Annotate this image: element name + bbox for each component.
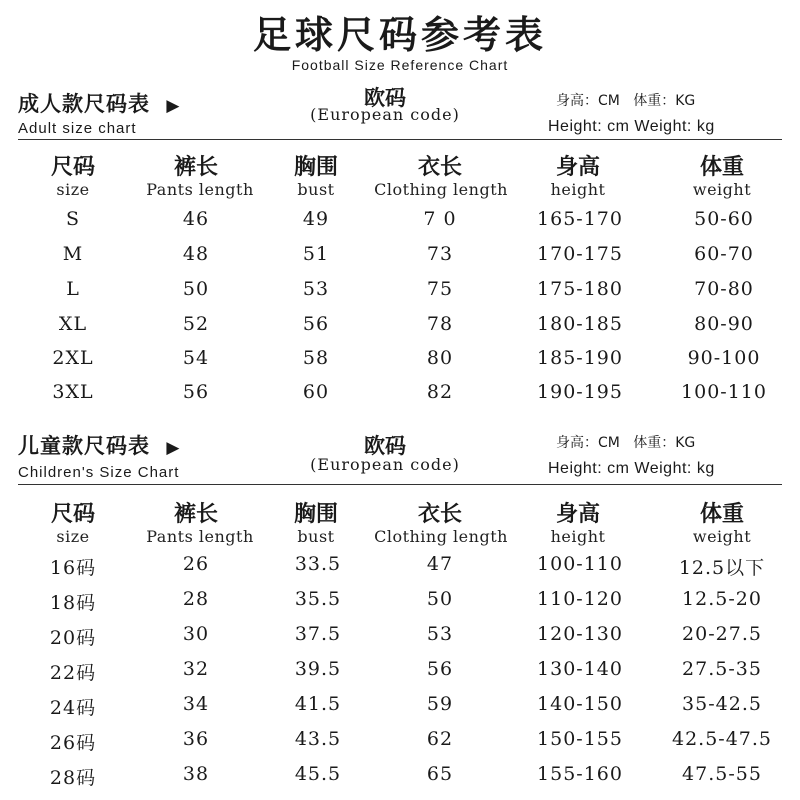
cell-clothing: 65 [426,763,454,785]
adult-section-title-text: 成人款尺码表 [18,92,150,116]
cell-size: 3XL [52,381,94,403]
european-code-sub: (European code) [310,105,460,124]
cell-bust: 45.5 [294,763,342,785]
cell-pants: 52 [182,313,210,335]
col-header-height-en: height [550,180,606,199]
col-header-clothing-en: Clothing length [374,180,508,199]
units-en: Height: cm Weight: kg [548,118,715,135]
col-header-bust: 胸围 [293,502,339,527]
cell-weight: 20-27.5 [682,623,762,645]
section-divider [18,139,782,140]
cell-bust: 51 [302,243,330,265]
cell-weight: 12.5以下 [678,557,766,579]
cell-height: 100-110 [537,553,623,575]
cell-clothing: 82 [426,381,454,403]
cell-clothing: 7 0 [423,208,457,230]
cell-clothing: 73 [426,243,454,265]
cell-size: 26码 [49,732,97,754]
cell-size: 24码 [49,697,97,719]
cell-bust: 56 [302,313,330,335]
cell-size: 16码 [49,557,97,579]
cell-clothing: 47 [426,553,454,575]
cell-weight: 12.5-20 [682,588,762,610]
cell-clothing: 50 [426,588,454,610]
cell-clothing: 59 [426,693,454,715]
cell-size: 2XL [52,347,94,369]
cell-clothing: 53 [426,623,454,645]
col-header-bust-en: bust [297,180,335,199]
arrow-right-icon: ▶ [166,438,181,458]
cell-clothing: 78 [426,313,454,335]
cell-weight: 80-90 [694,313,754,335]
arrow-right-icon: ▶ [166,96,181,116]
col-header-pants: 裤长 [173,502,219,527]
cell-bust: 35.5 [294,588,342,610]
col-header-pants-en: Pants length [146,180,254,199]
cell-pants: 56 [182,381,210,403]
col-header-clothing: 衣长 [417,502,463,527]
cell-size: 22码 [49,662,97,684]
units-en: Height: cm Weight: kg [548,460,715,477]
european-code-label: 欧码 [364,86,406,110]
cell-bust: 49 [302,208,330,230]
cell-height: 165-170 [537,208,623,230]
col-header-clothing: 衣长 [417,155,463,180]
cell-clothing: 75 [426,278,454,300]
cell-bust: 60 [302,381,330,403]
cell-height: 190-195 [537,381,623,403]
col-header-pants: 裤长 [173,155,219,180]
cell-bust: 41.5 [294,693,342,715]
cell-clothing: 62 [426,728,454,750]
cell-height: 170-175 [537,243,623,265]
cell-pants: 32 [182,658,210,680]
cell-bust: 37.5 [294,623,342,645]
cell-weight: 42.5-47.5 [671,728,773,750]
cell-pants: 28 [182,588,210,610]
units-cn: 身高：CM 体重：KG [556,93,696,109]
cell-size: 28码 [49,767,97,789]
cell-pants: 36 [182,728,210,750]
cell-weight: 50-60 [694,208,754,230]
col-header-height: 身高 [555,155,601,180]
cell-height: 130-140 [537,658,623,680]
units-cn: 身高：CM 体重：KG [556,435,696,451]
children-section-title-en: Children's Size Chart [18,464,180,481]
col-header-clothing-en: Clothing length [374,527,508,546]
col-header-weight: 体重 [699,502,745,527]
col-header-bust: 胸围 [293,155,339,180]
children-section-title [18,430,180,460]
col-header-size: 尺码 [50,502,96,527]
cell-height: 150-155 [537,728,623,750]
cell-weight: 47.5-55 [682,763,762,785]
col-header-size-en: size [56,180,90,199]
cell-size: 20码 [49,627,97,649]
adult-section-title-en: Adult size chart [18,120,137,137]
cell-height: 155-160 [537,763,623,785]
cell-weight: 100-110 [681,381,767,403]
col-header-height: 身高 [555,502,601,527]
cell-pants: 46 [182,208,210,230]
european-code-label: 欧码 [364,434,406,458]
cell-pants: 50 [182,278,210,300]
cell-bust: 53 [302,278,330,300]
cell-height: 180-185 [537,313,623,335]
cell-height: 120-130 [537,623,623,645]
section-divider [18,484,782,485]
cell-size: XL [58,313,88,335]
cell-weight: 27.5-35 [682,658,762,680]
european-code-sub: (European code) [310,455,460,474]
col-header-weight: 体重 [699,155,745,180]
col-header-pants-en: Pants length [146,527,254,546]
cell-pants: 34 [182,693,210,715]
cell-height: 185-190 [537,347,623,369]
cell-height: 110-120 [537,588,623,610]
cell-pants: 48 [182,243,210,265]
cell-height: 140-150 [537,693,623,715]
cell-weight: 70-80 [694,278,754,300]
page-subtitle: Football Size Reference Chart [291,57,509,73]
cell-bust: 33.5 [294,553,342,575]
cell-size: S [65,208,81,230]
cell-bust: 43.5 [294,728,342,750]
col-header-weight-en: weight [692,180,752,199]
col-header-bust-en: bust [297,527,335,546]
children-section-title-text: 儿童款尺码表 [18,434,150,458]
col-header-size: 尺码 [50,155,96,180]
cell-pants: 38 [182,763,210,785]
cell-pants: 30 [182,623,210,645]
cell-weight: 35-42.5 [682,693,762,715]
cell-clothing: 56 [426,658,454,680]
cell-size: L [66,278,80,300]
cell-bust: 39.5 [294,658,342,680]
cell-clothing: 80 [426,347,454,369]
cell-pants: 54 [182,347,210,369]
col-header-size-en: size [56,527,90,546]
cell-pants: 26 [182,553,210,575]
adult-section-title [18,88,180,118]
cell-weight: 90-100 [687,347,761,369]
cell-bust: 58 [302,347,330,369]
page-title: 足球尺码参考表 [252,13,547,57]
cell-height: 175-180 [537,278,623,300]
cell-size: 18码 [49,592,97,614]
cell-size: M [62,243,84,265]
col-header-height-en: height [550,527,606,546]
col-header-weight-en: weight [692,527,752,546]
cell-weight: 60-70 [694,243,754,265]
